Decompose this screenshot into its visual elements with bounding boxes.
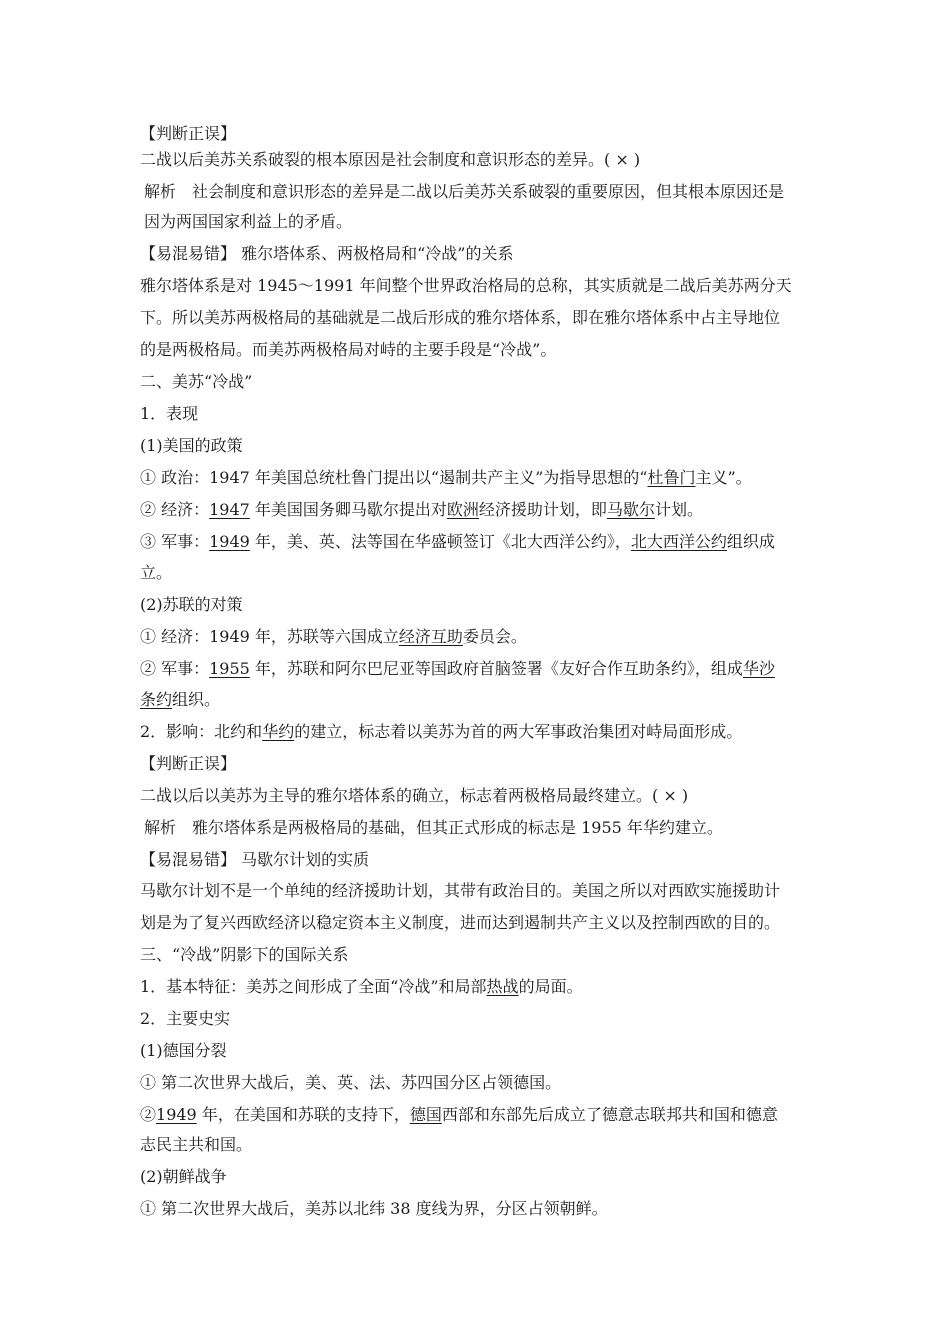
- text-segment: 二、美苏“冷战”: [140, 372, 253, 391]
- underlined-answer: 1949: [156, 1105, 197, 1124]
- text-segment: 组织。: [172, 690, 221, 709]
- text-segment: 因为两国国家利益上的矛盾。: [144, 212, 353, 231]
- text-line: [140, 626, 527, 648]
- text-segment: 西部和东部先后成立了德意志联邦共和国和德意: [441, 1105, 778, 1124]
- text-segment: 【判断正误】: [140, 754, 237, 773]
- text-segment: 二战以后美苏关系破裂的根本原因是社会制度和意识形态的差异。( × ): [140, 150, 641, 169]
- text-line: [140, 243, 513, 265]
- text-line: [140, 753, 236, 775]
- text-segment: ②: [140, 1105, 157, 1124]
- text-segment: 划是为了复兴西欧经济以稳定资本主义制度，进而达到遏制共产主义以及控制西欧的目的。: [140, 913, 781, 932]
- text-segment: 年，在美国和苏联的支持下，: [196, 1105, 410, 1124]
- text-line: [140, 944, 348, 966]
- text-segment: ① 政治：1947 年美国总统杜鲁门提出以“遏制共产主义”为指导思想的“: [140, 468, 648, 487]
- text-line: [140, 149, 640, 171]
- text-line: [140, 594, 243, 616]
- text-line: [140, 562, 172, 584]
- underlined-answer: 华沙: [742, 659, 775, 678]
- text-line: [140, 1104, 778, 1126]
- text-line: [140, 1040, 227, 1062]
- text-line: [140, 467, 752, 489]
- text-segment: 志民主共和国。: [140, 1135, 253, 1154]
- text-line: [140, 307, 780, 329]
- text-line: [140, 721, 742, 743]
- text-segment: ② 经济：: [140, 500, 210, 519]
- text-line: [140, 912, 780, 934]
- text-segment: 年，苏联和阿尔巴尼亚等国政府首脑签署《友好合作互助条约》，组成: [249, 659, 743, 678]
- underlined-answer: 华约: [262, 722, 295, 741]
- text-line: [140, 339, 556, 361]
- text-segment: 委员会。: [462, 627, 527, 646]
- text-segment: 1．表现: [140, 404, 199, 423]
- underlined-answer: 条约: [140, 690, 173, 709]
- text-segment: ① 第二次世界大战后，美苏以北纬 38 度线为界，分区占领朝鲜。: [140, 1199, 608, 1218]
- text-segment: (1)美国的政策: [140, 436, 243, 455]
- underlined-answer: 北大西洋公约: [630, 532, 727, 551]
- text-line: [140, 123, 236, 145]
- text-line: [144, 211, 352, 233]
- underlined-answer: 杜鲁门: [647, 468, 696, 487]
- text-line: [140, 275, 792, 297]
- text-segment: 经济援助计划，即: [478, 500, 607, 519]
- text-line: [140, 499, 703, 521]
- text-line: [140, 1198, 608, 1220]
- text-line: [140, 849, 369, 871]
- text-segment: 主义”。: [695, 468, 752, 487]
- text-line: [140, 1072, 561, 1094]
- underlined-answer: 1955: [209, 659, 250, 678]
- text-line: [140, 658, 775, 680]
- text-segment: 三、“冷战”阴影下的国际关系: [140, 945, 349, 964]
- text-segment: 解析 社会制度和意识形态的差异是二战以后美苏关系破裂的重要原因，但其根本原因还是: [144, 182, 785, 201]
- text-line: [140, 976, 583, 998]
- text-segment: 雅尔塔体系是对 1945～1991 年间整个世界政治格局的总称，其实质就是二战后美苏两分天: [140, 276, 792, 295]
- text-line: [140, 403, 198, 425]
- text-line: [144, 181, 784, 203]
- text-line: [140, 371, 252, 393]
- underlined-answer: 热战: [486, 977, 519, 996]
- text-segment: 解析 雅尔塔体系是两极格局的基础，但其正式形成的标志是 1955 年华约建立。: [144, 818, 723, 837]
- text-segment: (1)德国分裂: [140, 1041, 227, 1060]
- text-segment: (2)苏联的对策: [140, 595, 243, 614]
- text-segment: 年，美、英、法等国在华盛顿签订《北大西洋公约》，: [249, 532, 631, 551]
- text-line: [140, 435, 243, 457]
- text-segment: 1．基本特征：美苏之间形成了全面“冷战”和局部: [140, 977, 487, 996]
- text-line: [140, 689, 220, 711]
- text-segment: ② 军事：: [140, 659, 210, 678]
- text-segment: ③ 军事：: [140, 532, 210, 551]
- underlined-answer: 1947: [209, 500, 250, 519]
- underlined-answer: 经济互助: [398, 627, 463, 646]
- text-segment: 的是两极格局。而美苏两极格局对峙的主要手段是“冷战”。: [140, 340, 557, 359]
- text-line: [140, 1166, 227, 1188]
- text-segment: 立。: [140, 563, 173, 582]
- text-segment: 二战以后以美苏为主导的雅尔塔体系的确立，标志着两极格局最终建立。( × ): [140, 786, 689, 805]
- text-segment: 的建立，标志着以美苏为首的两大军事政治集团对峙局面形成。: [294, 722, 743, 741]
- text-segment: 马歇尔计划不是一个单纯的经济援助计划，其带有政治目的。美国之所以对西欧实施援助计: [140, 881, 781, 900]
- text-segment: 【易混易错】 雅尔塔体系、两极格局和“冷战”的关系: [140, 244, 514, 263]
- text-line: [140, 1008, 230, 1030]
- text-segment: 计划。: [654, 500, 703, 519]
- text-segment: 2．主要史实: [140, 1009, 231, 1028]
- text-line: [144, 817, 723, 839]
- text-line: [140, 785, 688, 807]
- text-segment: 组织成: [726, 532, 775, 551]
- underlined-answer: 1949: [209, 532, 250, 551]
- text-segment: ① 第二次世界大战后，美、英、法、苏四国分区占领德国。: [140, 1073, 562, 1092]
- text-line: [140, 880, 780, 902]
- underlined-answer: 德国: [409, 1105, 442, 1124]
- text-segment: ① 经济：1949 年，苏联等六国成立: [140, 627, 399, 646]
- underlined-answer: 欧洲: [446, 500, 479, 519]
- text-segment: 的局面。: [518, 977, 583, 996]
- underlined-answer: 马歇尔: [606, 500, 655, 519]
- text-segment: 【判断正误】: [140, 124, 237, 143]
- text-line: [140, 1134, 252, 1156]
- text-segment: 【易混易错】 马歇尔计划的实质: [140, 850, 370, 869]
- text-line: [140, 531, 775, 553]
- text-segment: 下。所以美苏两极格局的基础就是二战后形成的雅尔塔体系，即在雅尔塔体系中占主导地位: [140, 308, 781, 327]
- text-segment: 2．影响：北约和: [140, 722, 263, 741]
- text-segment: (2)朝鲜战争: [140, 1167, 227, 1186]
- text-segment: 年美国国务卿马歇尔提出对: [249, 500, 447, 519]
